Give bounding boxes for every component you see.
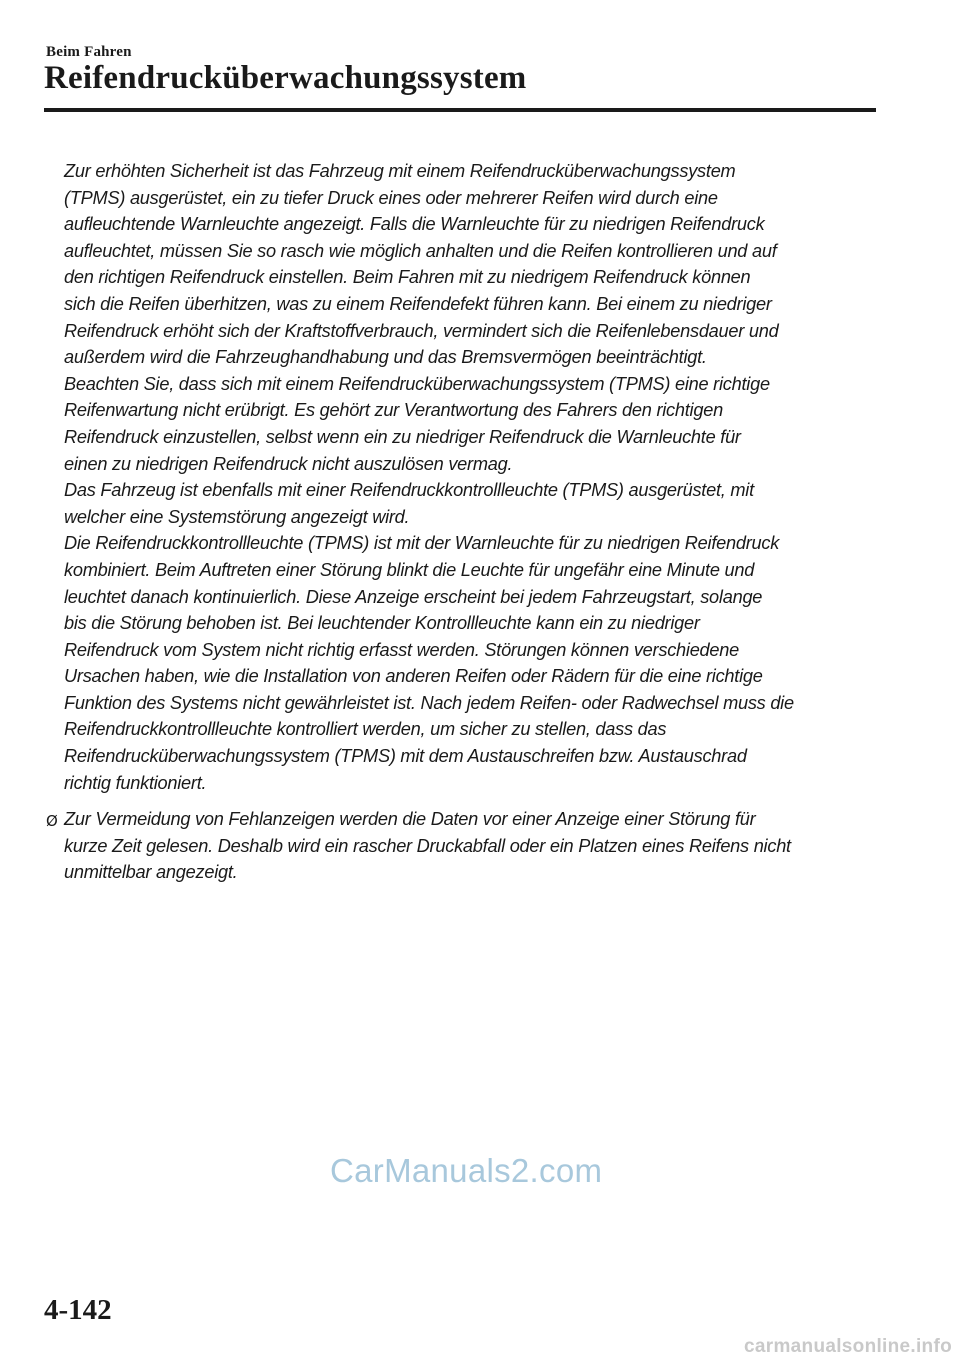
body-paragraphs bbox=[64, 158, 878, 796]
body-text-line: richtig funktioniert. bbox=[64, 772, 207, 793]
body-text-line: Beachten Sie, dass sich mit einem Reifendrucküberwachungssystem (TPMS) eine richtige bbox=[64, 373, 770, 394]
body-text-line: aufleuchtende Warnleuchte angezeigt. Falls die Warnleuchte für zu niedrigen Reifendruck bbox=[64, 214, 765, 235]
body-text-line: den richtigen Reifendruck einstellen. Beim Fahren mit zu niedrigem Reifendruck können bbox=[64, 267, 751, 288]
section-label: Beim Fahren bbox=[46, 44, 132, 60]
bullet-text-line: unmittelbar angezeigt. bbox=[64, 862, 238, 883]
bullet-text-line: Zur Vermeidung von Fehlanzeigen werden die Daten vor einer Anzeige einer Störung für bbox=[64, 809, 756, 829]
footer-watermark: carmanualsonline.info bbox=[744, 1336, 952, 1357]
body-text-line: kombiniert. Beim Auftreten einer Störung blinkt die Leuchte für ungefähr eine Minute und bbox=[64, 559, 755, 580]
body-text-line: (TPMS) ausgerüstet, ein zu tiefer Druck eines oder mehrerer Reifen wird durch eine bbox=[64, 187, 718, 208]
body-text-line: Ursachen haben, wie die Installation von anderen Reifen oder Rädern für die eine richtige bbox=[64, 666, 763, 687]
body-text-line: aufleuchtet, müssen Sie so rasch wie möglich anhalten und die Reifen kontrollieren und auf bbox=[64, 240, 777, 261]
title-divider bbox=[44, 108, 876, 112]
body-text-line: Reifendruck erhöht sich der Kraftstoffverbrauch, vermindert sich die Reifenlebensdauer und bbox=[64, 320, 779, 341]
watermark-logo: CarManuals2.com bbox=[330, 1152, 603, 1189]
bullet-paragraph bbox=[64, 806, 878, 886]
bullet-arrow-icon: Ø bbox=[46, 812, 58, 830]
body-text-line: Die Reifendruckkontrollleuchte (TPMS) ist mit der Warnleuchte für zu niedrigen Reifendruck bbox=[64, 533, 780, 554]
body-text-line: Zur erhöhten Sicherheit ist das Fahrzeug mit einem Reifendrucküberwachungssystem bbox=[64, 161, 736, 181]
body-text-line: Reifendrucküberwachungssystem (TPMS) mit dem Austauschreifen bzw. Austauschrad bbox=[64, 746, 747, 767]
body-text-line: Reifendruck vom System nicht richtig erfasst werden. Störungen können verschiedene bbox=[64, 639, 740, 660]
page-number: 4-142 bbox=[44, 1294, 112, 1326]
page-title: Reifendrucküberwachungssystem bbox=[44, 60, 527, 96]
body-text-line: welcher eine Systemstörung angezeigt wird. bbox=[64, 506, 410, 527]
body-text-line: Reifenwartung nicht erübrigt. Es gehört zur Verantwortung des Fahrers den richtigen bbox=[64, 400, 723, 421]
body-text-line: bis die Störung behoben ist. Bei leuchtender Kontrollleuchte kann ein zu niedriger bbox=[64, 613, 700, 634]
body-text-line: außerdem wird die Fahrzeughandhabung und das Bremsvermögen beeinträchtigt. bbox=[64, 347, 707, 368]
body-text-line: Funktion des Systems nicht gewährleistet ist. Nach jedem Reifen- oder Radwechsel muss die bbox=[64, 692, 794, 713]
bullet-text-line: kurze Zeit gelesen. Deshalb wird ein rascher Druckabfall oder ein Platzen eines Reifens nicht bbox=[64, 835, 791, 856]
body-text-line: Reifendruck einzustellen, selbst wenn ein zu niedriger Reifendruck die Warnleuchte für bbox=[64, 426, 741, 447]
body-text-line: sich die Reifen überhitzen, was zu einem Reifendefekt führen kann. Bei einem zu niedriger bbox=[64, 293, 772, 314]
body-text-line: leuchtet danach kontinuierlich. Diese Anzeige erscheint bei jedem Fahrzeugstart, solange bbox=[64, 586, 763, 607]
body-text-line: Reifendruckkontrollleuchte kontrolliert werden, um sicher zu stellen, dass das bbox=[64, 719, 667, 740]
body-text-line: einen zu niedrigen Reifendruck nicht auszulösen vermag. bbox=[64, 453, 513, 474]
body-text-line: Das Fahrzeug ist ebenfalls mit einer Reifendruckkontrollleuchte (TPMS) ausgerüstet, mit bbox=[64, 480, 754, 501]
